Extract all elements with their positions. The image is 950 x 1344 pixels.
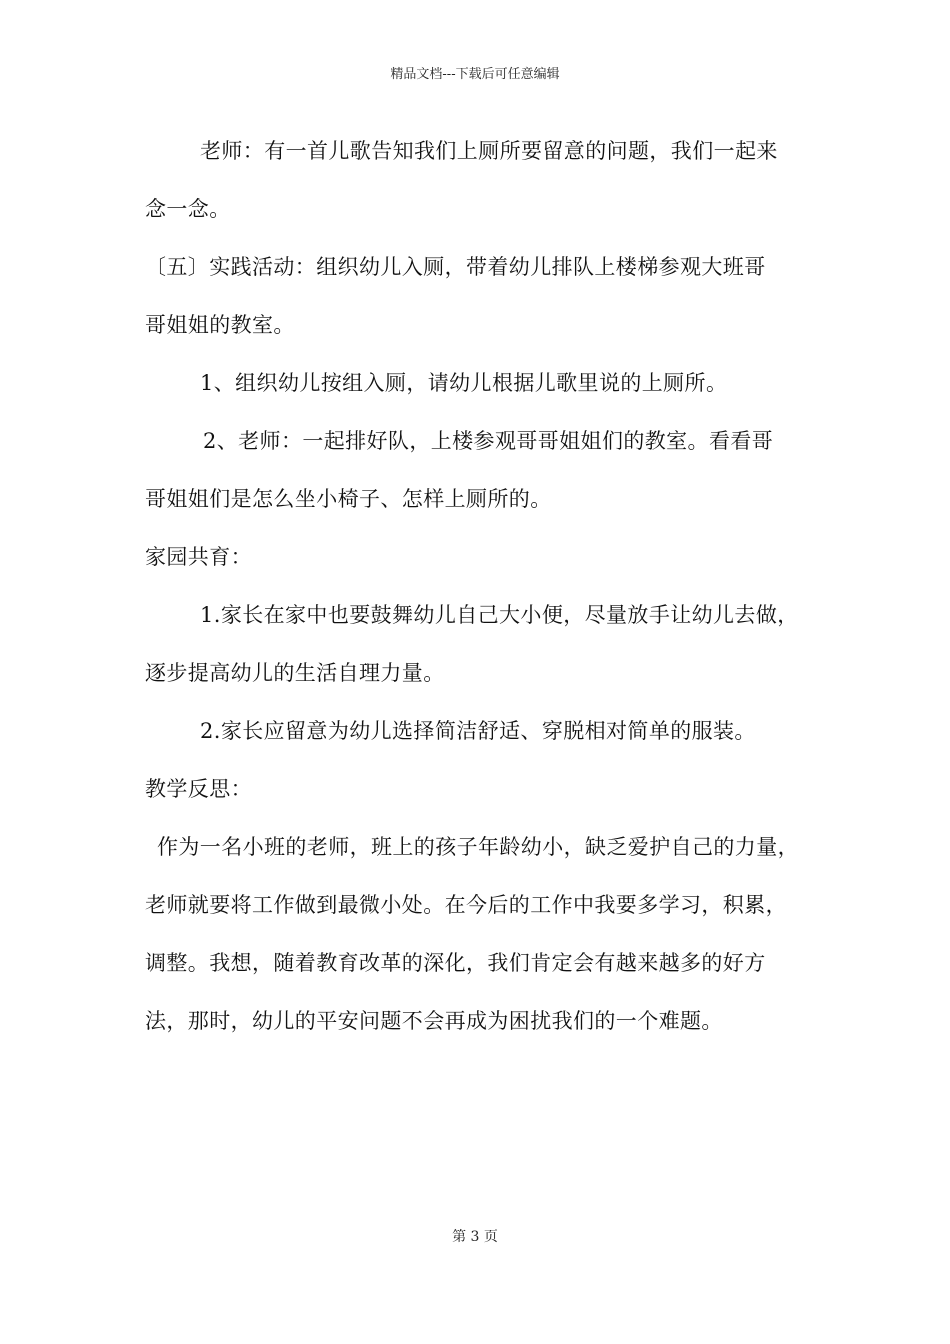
page-number: 第 3 页 bbox=[452, 1229, 498, 1245]
document-body bbox=[145, 128, 815, 1056]
list-item: 1.家长在家中也要鼓舞幼儿自己大小便，尽量放手让幼儿去做， bbox=[200, 603, 799, 627]
text-line: 逐步提高幼儿的生活自理力量。 bbox=[145, 661, 445, 685]
text-line: 老师就要将工作做到最微小处。在今后的工作中我要多学习，积累， bbox=[145, 893, 787, 917]
text-line: 法，那时，幼儿的平安问题不会再成为困扰我们的一个难题。 bbox=[145, 1009, 723, 1033]
text-line: 哥姐姐们是怎么坐小椅子、怎样上厕所的。 bbox=[145, 487, 552, 511]
section-heading: 〔五〕实践活动：组织幼儿入厕，带着幼儿排队上楼梯参观大班哥 bbox=[145, 255, 766, 279]
text-line: 念一念。 bbox=[145, 197, 231, 221]
text-line: 哥姐姐的教室。 bbox=[145, 313, 295, 337]
text-line: 调整。我想，随着教育改革的深化，我们肯定会有越来越多的好方 bbox=[145, 951, 766, 975]
page-header: 精品文档---下载后可任意编辑 bbox=[390, 67, 560, 82]
list-item: 2.家长应留意为幼儿选择简洁舒适、穿脱相对简单的服装。 bbox=[200, 719, 756, 743]
section-heading: 教学反思： bbox=[145, 777, 252, 801]
text-line: 作为一名小班的老师，班上的孩子年龄幼小，缺乏爱护自己的力量， bbox=[157, 835, 799, 859]
list-item: 2、老师：一起排好队，上楼参观哥哥姐姐们的教室。看看哥 bbox=[203, 429, 774, 453]
section-heading: 家园共育： bbox=[145, 545, 252, 569]
text-line: 老师：有一首儿歌告知我们上厕所要留意的问题，我们一起来 bbox=[200, 139, 778, 163]
list-item: 1、组织幼儿按组入厕，请幼儿根据儿歌里说的上厕所。 bbox=[200, 371, 728, 395]
